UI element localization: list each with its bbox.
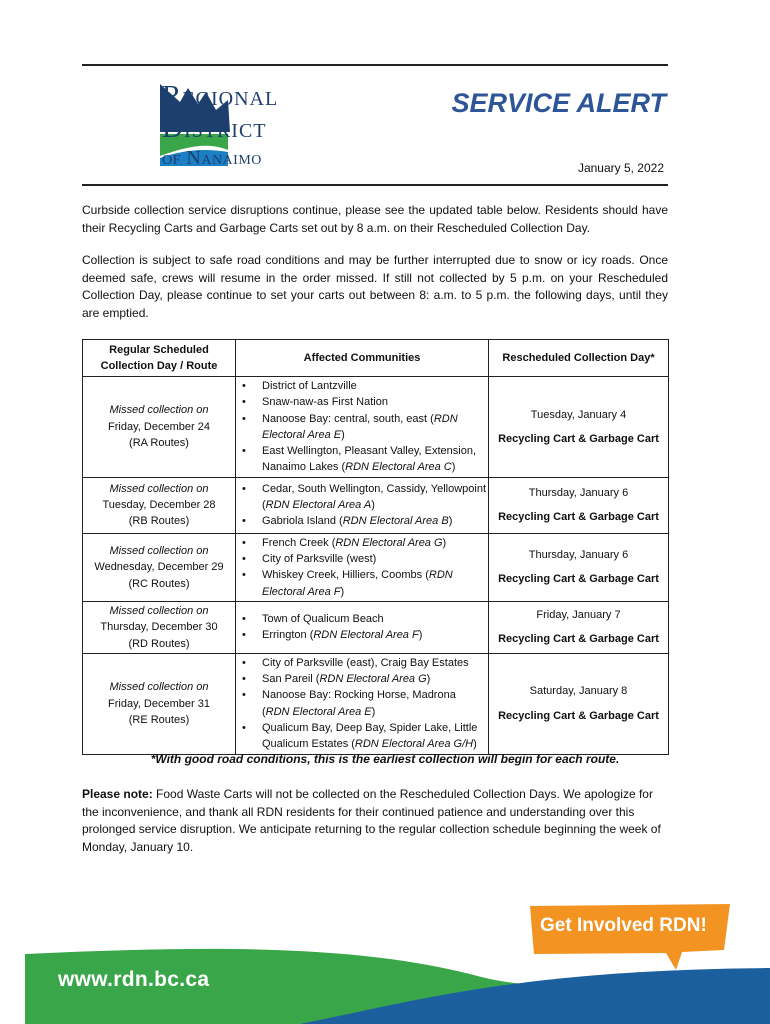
community-name: City of Parksville (east), Craig Bay Estates	[262, 656, 469, 669]
intro-paragraph-1: Curbside collection service disruptions continue, please see the updated table below. Residents should have their Recycling Carts and Garbage Carts set out by 8 a.m. on their Rescheduled Collection Day.	[82, 203, 668, 235]
please-note	[82, 786, 668, 856]
electoral-area: RDN Electoral Area B	[342, 515, 449, 528]
list-item	[262, 535, 486, 551]
list-item	[262, 481, 486, 514]
cart-types: Recycling Cart & Garbage Cart	[498, 573, 659, 586]
list-item	[262, 513, 486, 529]
list-item	[262, 567, 486, 600]
community-name: Nanoose Bay: Rocking Horse, Madrona (	[262, 689, 456, 718]
community-name: District of Lantzville	[262, 380, 357, 392]
cart-types: Recycling Cart & Garbage Cart	[498, 709, 659, 722]
header-communities: Affected Communities	[236, 340, 489, 377]
communities-list	[236, 535, 486, 600]
route-code: (RC Routes)	[128, 577, 190, 590]
list-item	[262, 551, 486, 567]
community-name: San Pareil (	[262, 673, 320, 686]
route-day: Tuesday, December 28	[102, 499, 216, 512]
list-item	[262, 671, 486, 687]
route-day: Friday, December 24	[108, 420, 210, 433]
top-rule	[82, 64, 668, 66]
missed-label: Missed collection on	[109, 544, 209, 557]
cart-types: Recycling Cart & Garbage Cart	[498, 633, 659, 646]
electoral-area: RDN Electoral Area C	[345, 461, 452, 474]
route-code: (RD Routes)	[128, 637, 190, 650]
communities-cell	[236, 533, 489, 601]
electoral-area-close: )	[341, 428, 345, 441]
community-name: Errington (	[262, 629, 314, 642]
community-name: Snaw-naw-as First Nation	[262, 396, 388, 409]
missed-label: Missed collection on	[109, 681, 209, 694]
electoral-area-close: )	[426, 673, 431, 686]
regular-day-cell	[83, 477, 236, 533]
footnote: *With good road conditions, this is the earliest collection will begin for each route.	[150, 752, 620, 766]
community-name: Qualicum Bay, Deep Bay, Spider Lake, Little Qualicum Estates (	[262, 722, 478, 751]
collection-table	[82, 339, 669, 755]
list-item	[262, 443, 486, 476]
table-row	[83, 377, 669, 478]
rescheduled-day-cell	[489, 653, 669, 754]
regular-day-cell	[83, 377, 236, 478]
table-row	[83, 477, 669, 533]
rescheduled-day-cell	[489, 533, 669, 601]
page-title: SERVICE ALERT	[451, 88, 666, 118]
intro-paragraph-2: Collection is subject to safe road conditions and may be further interrupted due to snow or icy roads. Once deemed safe, crews will resume in the order missed. If still not collected by 5 p.m. on your Rescheduled Collection Day, please continue to set your carts out between 8: a.m. to 5 p.m. the following days, until they are emptied.	[82, 253, 668, 320]
electoral-area-close: )	[451, 461, 456, 474]
route-code: (RE Routes)	[128, 713, 190, 726]
rescheduled-day-cell	[489, 477, 669, 533]
missed-label: Missed collection on	[109, 482, 209, 495]
list-item	[262, 655, 486, 671]
electoral-area-close: )	[371, 705, 376, 718]
electoral-area: RDN Electoral Area F	[262, 569, 453, 598]
list-item	[262, 394, 486, 410]
list-item	[262, 611, 486, 627]
cart-types: Recycling Cart & Garbage Cart	[498, 511, 659, 524]
community-name: Whiskey Creek, Hilliers, Coombs (	[262, 569, 429, 582]
community-name: Nanoose Bay: central, south, east (	[262, 412, 434, 425]
communities-cell	[236, 653, 489, 754]
please-note-text: Food Waste Carts will not be collected on the Rescheduled Collection Days. We apologize for the inconvenience, and thank all RDN residents for their continued patience and understanding over this prolonged service disruption. We anticipate returning to the regular collection schedule beginning the week of Monday, January 10.	[82, 787, 661, 854]
community-name: Cedar, South Wellington, Cassidy, Yellowpoint (	[262, 482, 487, 512]
electoral-area-close: )	[442, 536, 447, 549]
communities-cell	[236, 377, 489, 478]
list-item	[262, 378, 486, 394]
rescheduled-day: Friday, January 7	[536, 609, 621, 622]
header-rule	[82, 184, 668, 186]
electoral-area: RDN Electoral Area A	[265, 499, 372, 512]
rescheduled-day: Tuesday, January 4	[530, 408, 627, 421]
rescheduled-day-cell	[489, 377, 669, 478]
please-note-label: Please note:	[82, 787, 153, 801]
list-item	[262, 720, 486, 753]
logo-line-3: of Nanaimo	[162, 147, 262, 169]
communities-list	[236, 481, 486, 530]
communities-list	[236, 611, 486, 644]
missed-label: Missed collection on	[109, 404, 209, 417]
electoral-area-close: )	[448, 515, 453, 528]
community-name: City of Parksville (west)	[262, 553, 377, 566]
route-day: Thursday, December 30	[100, 621, 218, 634]
table-row	[83, 533, 669, 601]
rescheduled-day: Saturday, January 8	[529, 685, 628, 698]
electoral-area-close: )	[418, 629, 423, 642]
electoral-area: RDN Electoral Area E	[265, 705, 372, 718]
header-regular-day: Regular Scheduled Collection Day / Route	[83, 340, 236, 377]
list-item	[262, 687, 486, 720]
community-name: Town of Qualicum Beach	[262, 613, 384, 626]
logo-line-1: Regional	[162, 80, 279, 112]
get-involved-link[interactable]: Get Involved RDN!	[540, 915, 707, 936]
regular-day-cell	[83, 601, 236, 653]
community-name: French Creek (	[262, 536, 336, 549]
electoral-area: RDN Electoral Area E	[262, 412, 458, 441]
list-item	[262, 627, 486, 643]
alert-date: January 5, 2022	[577, 161, 664, 175]
electoral-area: RDN Electoral Area G/H	[354, 738, 474, 751]
header-rescheduled-day: Rescheduled Collection Day*	[489, 340, 669, 377]
rescheduled-day: Thursday, January 6	[528, 549, 629, 562]
route-code: (RB Routes)	[128, 515, 190, 528]
route-day: Friday, December 31	[108, 697, 210, 710]
communities-list	[236, 378, 486, 476]
route-day: Wednesday, December 29	[94, 561, 224, 574]
rescheduled-day-cell	[489, 601, 669, 653]
regular-day-cell	[83, 653, 236, 754]
communities-cell	[236, 477, 489, 533]
logo-line-2: District	[162, 112, 267, 144]
electoral-area-close: )	[473, 738, 477, 751]
community-name: East Wellington, Pleasant Valley, Extension, Nanaimo Lakes (	[262, 445, 477, 474]
table-row	[83, 601, 669, 653]
communities-list	[236, 655, 486, 753]
get-involved-callout	[530, 904, 730, 970]
missed-label: Missed collection on	[109, 604, 209, 617]
cart-types: Recycling Cart & Garbage Cart	[498, 432, 659, 445]
table-header-row	[83, 340, 669, 377]
route-code: (RA Routes)	[129, 437, 189, 450]
list-item	[262, 411, 486, 444]
community-name: Gabriola Island (	[262, 515, 343, 528]
electoral-area-close: )	[371, 499, 375, 512]
rescheduled-day: Thursday, January 6	[528, 486, 629, 499]
communities-cell	[236, 601, 489, 653]
table-row	[83, 653, 669, 754]
electoral-area: RDN Electoral Area F	[313, 629, 419, 642]
electoral-area-close: )	[340, 585, 345, 598]
electoral-area: RDN Electoral Area G	[319, 673, 427, 686]
regular-day-cell	[83, 533, 236, 601]
website-link[interactable]: www.rdn.bc.ca	[58, 968, 210, 991]
electoral-area: RDN Electoral Area G	[335, 536, 443, 549]
